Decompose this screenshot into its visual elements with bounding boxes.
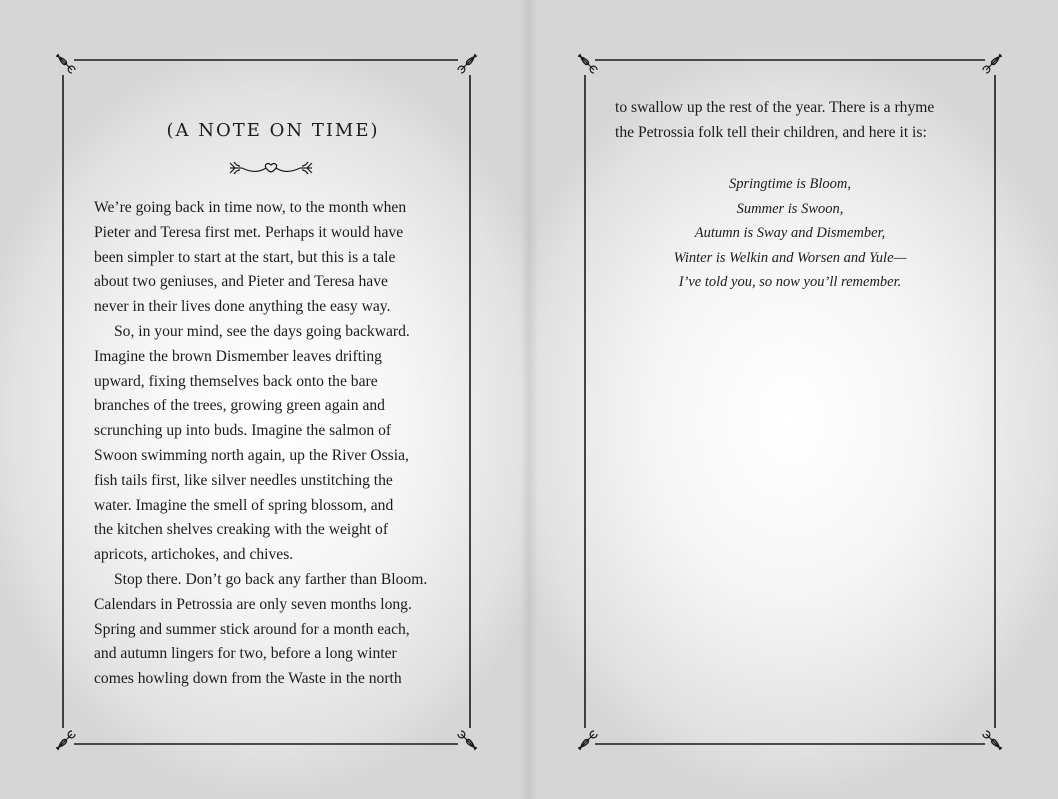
- text-line: Pieter and Teresa first met. Perhaps it would have: [94, 223, 404, 241]
- corner-ornament-icon: [56, 54, 75, 73]
- text-line: Swoon swimming north again, up the River Ossia,: [94, 446, 409, 464]
- text-line: never in their lives done anything the easy way.: [94, 298, 391, 316]
- text-line: Imagine the brown Dismember leaves drifting: [94, 347, 382, 365]
- text-line: So, in your mind, see the days going backward.: [114, 322, 410, 340]
- right-body-text: [615, 96, 975, 146]
- text-line: the kitchen shelves creaking with the weight of: [94, 521, 389, 539]
- poem-line: Springtime is Bloom,: [728, 176, 852, 192]
- corner-ornament-icon: [578, 731, 597, 750]
- text-line: been simpler to start at the start, but this is a tale: [94, 248, 396, 266]
- corner-ornament-icon: [983, 731, 1002, 750]
- paragraph: [94, 320, 446, 568]
- right-page: [529, 0, 1058, 799]
- poem-line: Autumn is Sway and Dismember,: [694, 225, 886, 242]
- left-body-text: [94, 196, 446, 692]
- text-line: branches of the trees, growing green again and: [94, 397, 385, 415]
- text-line: upward, fixing themselves back onto the bare: [94, 372, 378, 390]
- flourish-divider-icon: [226, 157, 316, 183]
- book-gutter: [520, 0, 538, 799]
- chapter-title: (A NOTE ON TIME): [166, 120, 380, 141]
- poem-line: I’ve told you, so now you’ll remember.: [678, 274, 902, 291]
- text-line: comes howling down from the Waste in the north: [94, 670, 402, 688]
- text-line: Calendars in Petrossia are only seven months long.: [94, 595, 412, 613]
- text-line: the Petrossia folk tell their children, and here it is:: [615, 123, 927, 141]
- text-line: and autumn lingers for two, before a long winter: [94, 645, 397, 663]
- text-line: scrunching up into buds. Imagine the salmon of: [94, 422, 392, 440]
- text-line: We’re going back in time now, to the month when: [94, 199, 407, 216]
- corner-ornament-icon: [578, 54, 597, 73]
- paragraph: [94, 568, 446, 692]
- paragraph: [615, 96, 975, 146]
- text-line: Spring and summer stick around for a month each,: [94, 620, 410, 638]
- text-line: about two geniuses, and Pieter and Teresa have: [94, 273, 388, 291]
- corner-ornament-icon: [983, 54, 1002, 73]
- poem-line: Winter is Welkin and Worsen and Yule—: [673, 249, 907, 266]
- text-line: apricots, artichokes, and chives.: [94, 546, 294, 564]
- text-line: fish tails first, like silver needles unstitching the: [94, 471, 393, 489]
- poem-line: Summer is Swoon,: [736, 200, 844, 217]
- text-line: Stop there. Don’t go back any farther than Bloom.: [114, 570, 428, 588]
- paragraph: [94, 196, 446, 320]
- corner-ornament-icon: [458, 54, 477, 73]
- text-line: water. Imagine the smell of spring blossom, and: [94, 496, 394, 514]
- corner-ornament-icon: [56, 731, 75, 750]
- rhyme-poem: [609, 172, 971, 295]
- corner-ornament-icon: [458, 731, 477, 750]
- text-line: to swallow up the rest of the year. There is a rhyme: [615, 99, 935, 116]
